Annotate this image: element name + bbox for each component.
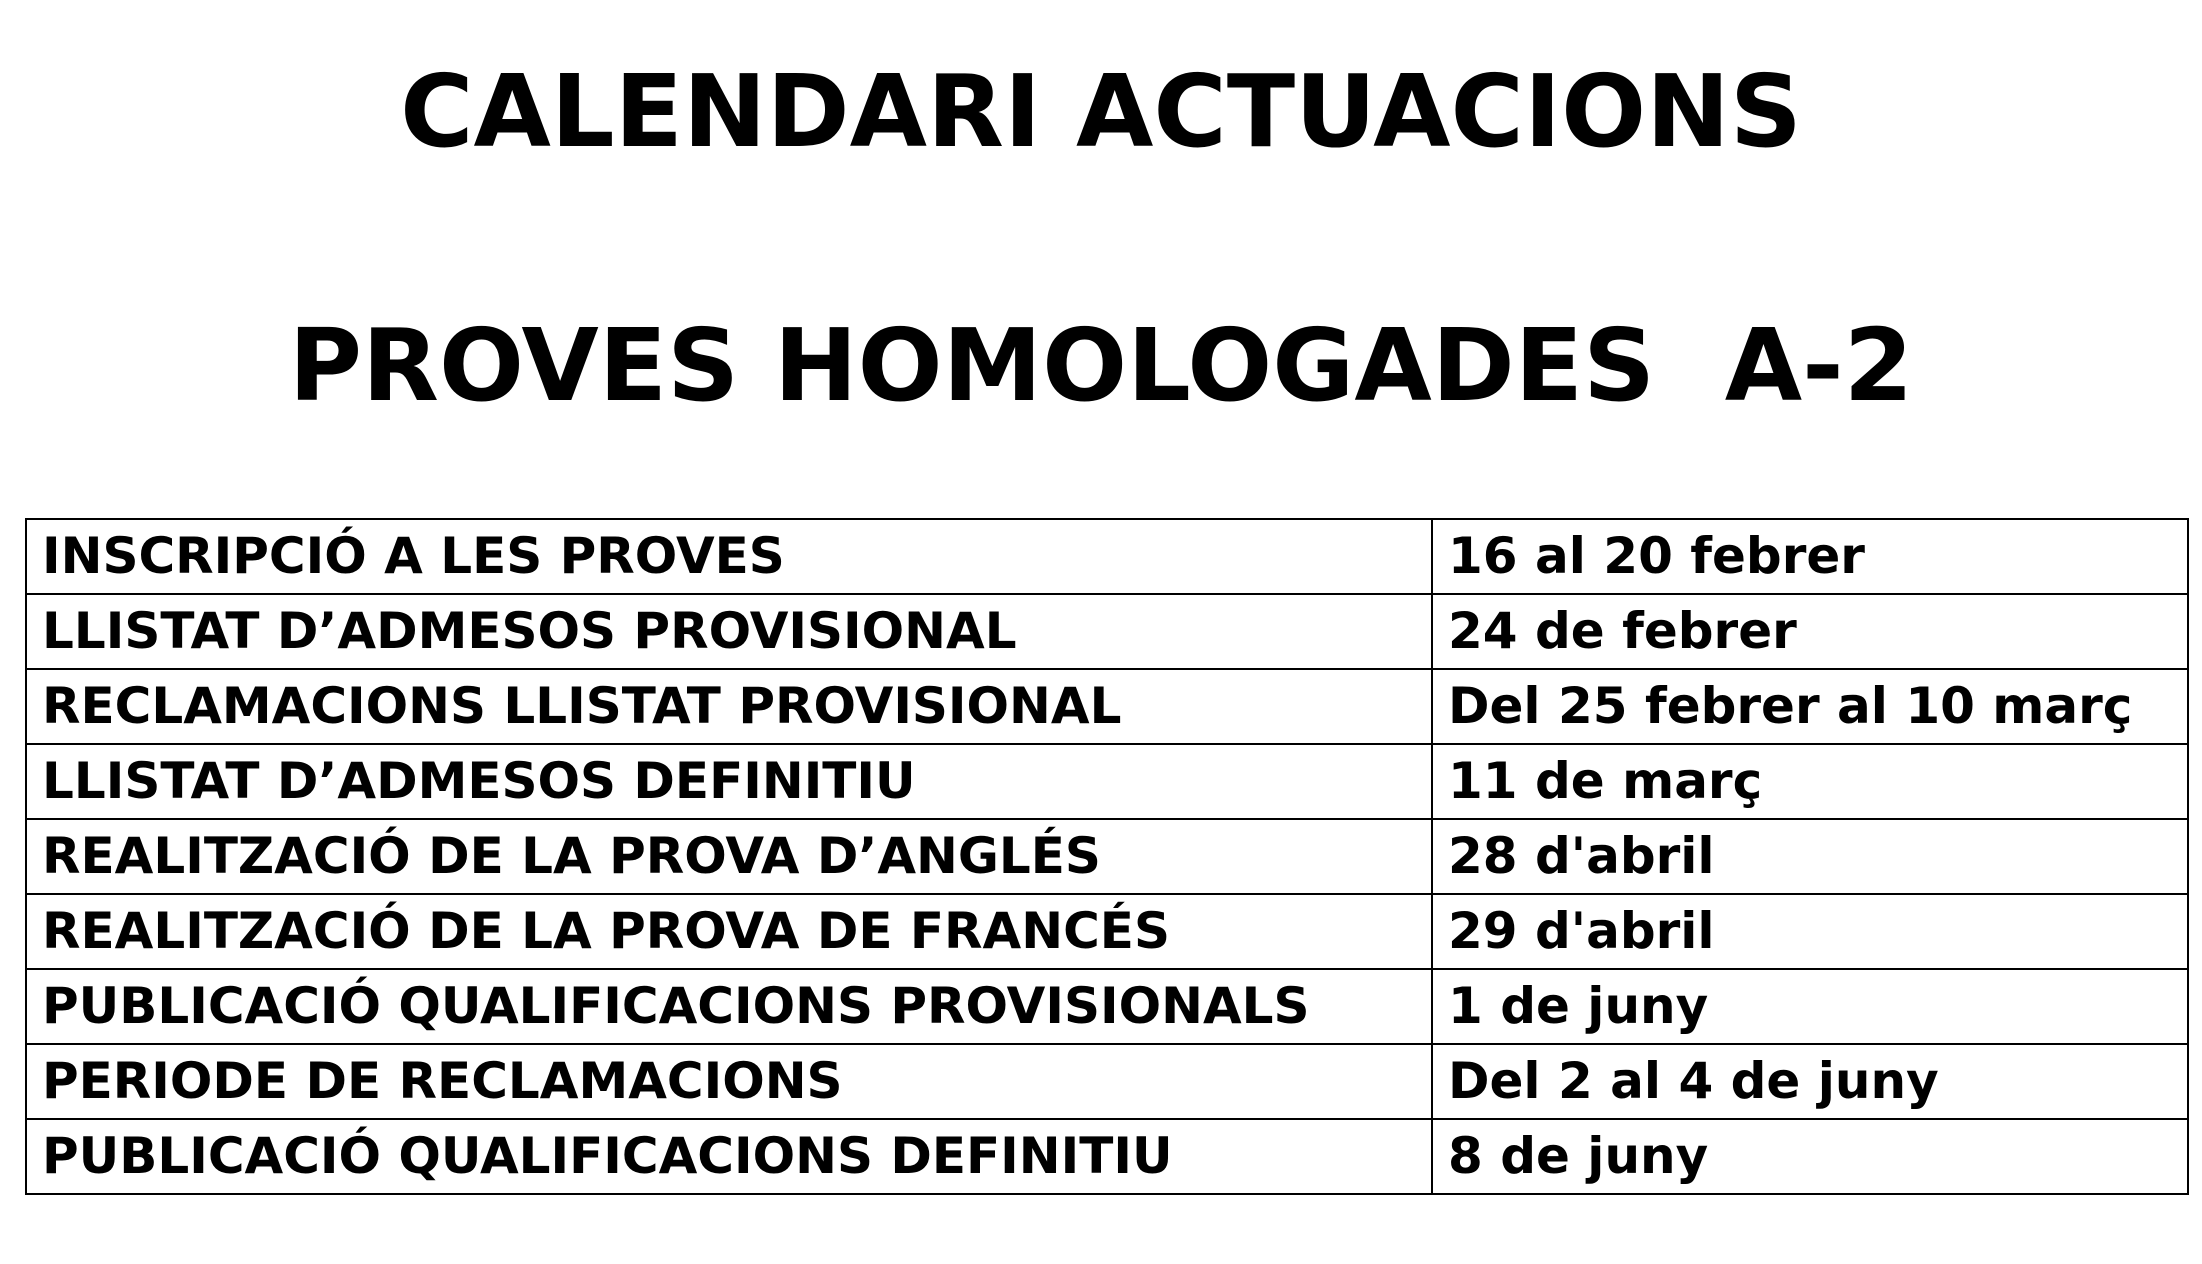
- table-row: [26, 744, 2188, 819]
- table-row: [26, 819, 2188, 894]
- page-subtitle: PROVES HOMOLOGADES A-2: [288, 307, 1914, 424]
- table-row: [26, 969, 2188, 1044]
- date-cell: 11 de març: [1432, 744, 2188, 819]
- activity-cell: INSCRIPCIÓ A LES PROVES: [26, 519, 1432, 594]
- date-cell: Del 2 al 4 de juny: [1432, 1044, 2188, 1119]
- page-title: CALENDARI ACTUACIONS: [400, 53, 1802, 170]
- date-cell: 29 d'abril: [1432, 894, 2188, 969]
- activity-cell: REALITZACIÓ DE LA PROVA DE FRANCÉS: [26, 894, 1432, 969]
- table-row: [26, 1119, 2188, 1194]
- date-cell: 28 d'abril: [1432, 819, 2188, 894]
- table-row: [26, 894, 2188, 969]
- table-row: [26, 1044, 2188, 1119]
- table-row: [26, 594, 2188, 669]
- table-row: [26, 669, 2188, 744]
- date-cell: 16 al 20 febrer: [1432, 519, 2188, 594]
- activity-cell: PERIODE DE RECLAMACIONS: [26, 1044, 1432, 1119]
- table-row: [26, 519, 2188, 594]
- activity-cell: LLISTAT D’ADMESOS PROVISIONAL: [26, 594, 1432, 669]
- date-cell: 1 de juny: [1432, 969, 2188, 1044]
- activity-cell: LLISTAT D’ADMESOS DEFINITIU: [26, 744, 1432, 819]
- date-cell: 8 de juny: [1432, 1119, 2188, 1194]
- activity-cell: REALITZACIÓ DE LA PROVA D’ANGLÉS: [26, 819, 1432, 894]
- date-cell: Del 25 febrer al 10 març: [1432, 669, 2188, 744]
- activity-cell: PUBLICACIÓ QUALIFICACIONS DEFINITIU: [26, 1119, 1432, 1194]
- activity-cell: RECLAMACIONS LLISTAT PROVISIONAL: [26, 669, 1432, 744]
- activity-cell: PUBLICACIÓ QUALIFICACIONS PROVISIONALS: [26, 969, 1432, 1044]
- date-cell: 24 de febrer: [1432, 594, 2188, 669]
- schedule-table: [25, 518, 2189, 1195]
